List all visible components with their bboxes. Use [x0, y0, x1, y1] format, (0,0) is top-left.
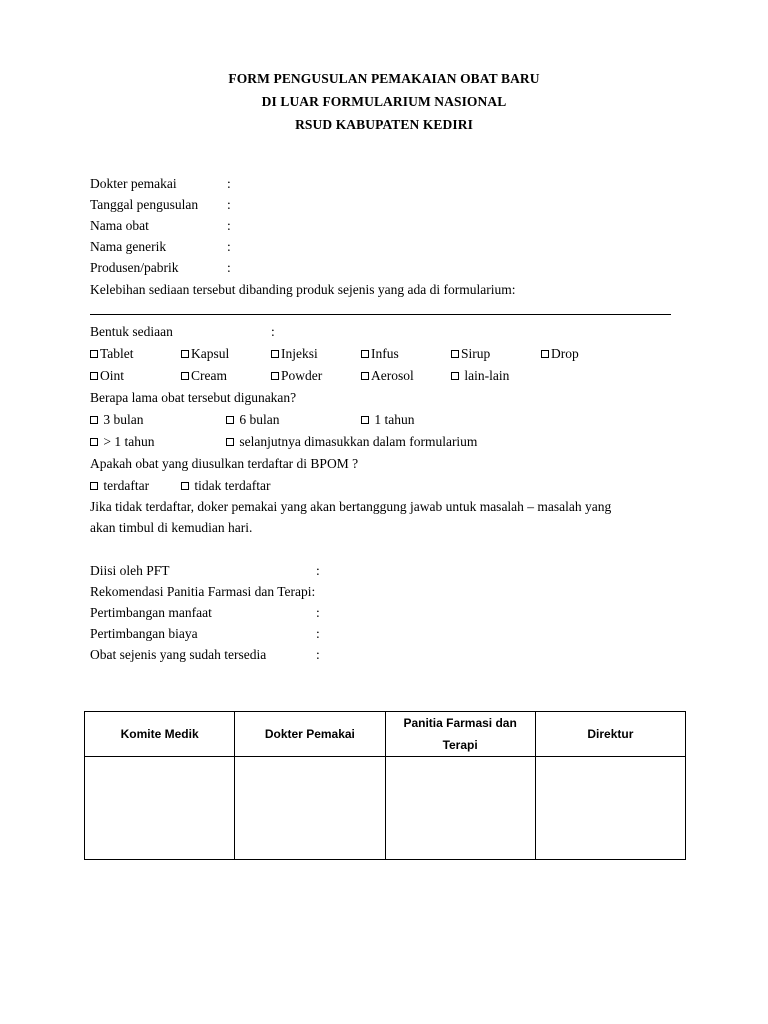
- signature-cell-direktur[interactable]: [535, 757, 685, 860]
- colon: :: [316, 563, 320, 578]
- label-diisi-pft: Diisi oleh PFT: [90, 563, 170, 578]
- option-6-bulan[interactable]: 6 bulan: [226, 412, 280, 428]
- checkbox-icon: [361, 416, 369, 424]
- colon: :: [316, 605, 320, 620]
- option-lain-lain[interactable]: lain-lain: [451, 368, 509, 384]
- checkbox-icon: [361, 350, 369, 358]
- checkbox-icon: [541, 350, 549, 358]
- answer-line: [90, 314, 671, 315]
- colon: :: [316, 626, 320, 641]
- option-lebih-1-tahun[interactable]: > 1 tahun: [90, 434, 154, 450]
- option-formularium[interactable]: selanjutnya dimasukkan dalam formularium: [226, 434, 477, 450]
- checkbox-icon: [181, 482, 189, 490]
- label-nama-generik: Nama generik: [90, 239, 167, 254]
- option-cream[interactable]: Cream: [181, 368, 227, 384]
- form-title-line-3: RSUD KABUPATEN KEDIRI: [295, 117, 473, 132]
- checkbox-icon: [90, 416, 98, 424]
- header-dokter-pemakai: Dokter Pemakai: [235, 712, 385, 757]
- colon: :: [227, 218, 231, 233]
- signature-cell-komite-medik[interactable]: [85, 757, 235, 860]
- option-kapsul[interactable]: Kapsul: [181, 346, 229, 362]
- colon: :: [227, 239, 231, 254]
- checkbox-icon: [181, 372, 189, 380]
- colon: :: [227, 176, 231, 191]
- checkbox-icon: [271, 372, 279, 380]
- header-komite-medik: Komite Medik: [85, 712, 235, 757]
- checkbox-icon: [226, 438, 234, 446]
- label-tanggal-pengusulan: Tanggal pengusulan: [90, 197, 199, 212]
- label-dokter-pemakai: Dokter pemakai: [90, 176, 177, 191]
- label-bpom: Apakah obat yang diusulkan terdaftar di BPOM ?: [90, 456, 359, 471]
- colon: :: [271, 324, 275, 339]
- signature-cell-dokter-pemakai[interactable]: [235, 757, 385, 860]
- option-3-bulan[interactable]: 3 bulan: [90, 412, 144, 428]
- option-tidak-terdaftar[interactable]: tidak terdaftar: [181, 478, 270, 494]
- form-title-line-2: DI LUAR FORMULARIUM NASIONAL: [261, 94, 507, 109]
- label-rekomendasi: Rekomendasi Panitia Farmasi dan Terapi:: [90, 584, 316, 599]
- label-produsen: Produsen/pabrik: [90, 260, 179, 275]
- checkbox-icon: [226, 416, 234, 424]
- option-infus[interactable]: Infus: [361, 346, 399, 362]
- label-kelebihan: Kelebihan sediaan tersebut dibanding produk sejenis yang ada di formularium:: [90, 282, 516, 297]
- note-line-2: akan timbul di kemudian hari.: [90, 520, 253, 535]
- option-oint[interactable]: Oint: [90, 368, 124, 384]
- checkbox-icon: [451, 372, 459, 380]
- label-obat-sejenis: Obat sejenis yang sudah tersedia: [90, 647, 267, 662]
- option-injeksi[interactable]: Injeksi: [271, 346, 318, 362]
- note-line-1: Jika tidak terdaftar, doker pemakai yang akan bertanggung jawab untuk masalah – masalah yang: [90, 499, 612, 514]
- signature-cell-panitia-farmasi[interactable]: [385, 757, 535, 860]
- signature-table: [84, 711, 686, 860]
- checkbox-icon: [90, 350, 98, 358]
- form-title-line-1: FORM PENGUSULAN PEMAKAIAN OBAT BARU: [228, 71, 540, 86]
- checkbox-icon: [271, 350, 279, 358]
- option-tablet[interactable]: Tablet: [90, 346, 134, 362]
- option-powder[interactable]: Powder: [271, 368, 322, 384]
- colon: :: [227, 260, 231, 275]
- checkbox-icon: [451, 350, 459, 358]
- option-terdaftar[interactable]: terdaftar: [90, 478, 149, 494]
- checkbox-icon: [181, 350, 189, 358]
- label-bentuk-sediaan: Bentuk sediaan: [90, 324, 173, 339]
- option-sirup[interactable]: Sirup: [451, 346, 490, 362]
- label-nama-obat: Nama obat: [90, 218, 149, 233]
- header-panitia-farmasi: Panitia Farmasi dan Terapi: [385, 712, 535, 757]
- label-lama-penggunaan: Berapa lama obat tersebut digunakan?: [90, 390, 297, 405]
- header-direktur: Direktur: [535, 712, 685, 757]
- checkbox-icon: [90, 482, 98, 490]
- checkbox-icon: [90, 438, 98, 446]
- colon: :: [227, 197, 231, 212]
- checkbox-icon: [361, 372, 369, 380]
- option-aerosol[interactable]: Aerosol: [361, 368, 414, 384]
- option-drop[interactable]: Drop: [541, 346, 579, 362]
- colon: :: [316, 647, 320, 662]
- label-biaya: Pertimbangan biaya: [90, 626, 198, 641]
- checkbox-icon: [90, 372, 98, 380]
- option-1-tahun[interactable]: 1 tahun: [361, 412, 415, 428]
- label-manfaat: Pertimbangan manfaat: [90, 605, 212, 620]
